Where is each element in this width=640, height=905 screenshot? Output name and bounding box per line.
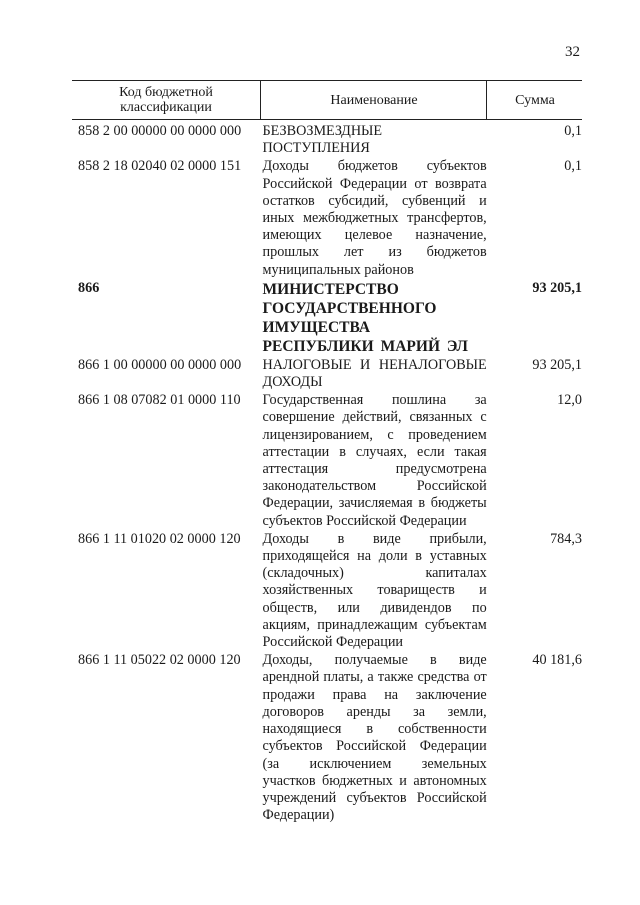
row-name: Доходы в виде прибыли, приходящейся на доли в уставных (складочных) капиталах хозяйственных товариществ и обществ, или дивидендов по акциям, принадлежащим субъектам Российской Федерации [262, 530, 487, 651]
table-row [72, 652, 582, 824]
table-row [72, 123, 582, 157]
row-sum: 0,1 [564, 158, 582, 175]
header-code: Код бюджетной классификации [119, 85, 213, 115]
row-sum: 93 205,1 [532, 356, 582, 373]
row-name: Государственная пошлина за совершение действий, связанных с лицензированием, с проведением аттестации в случаях, если такая аттестация предусмотрена законодательством Российской Федерации, зачисляемая в бюджеты субъектов Российской Федерации [262, 392, 487, 529]
row-name: Доходы, получаемые в виде арендной платы, а также средства от продажи права на заключение договоров аренды за земли, находящиеся в собственности субъектов Российской Федерации (за исключением земельных участков бюджетных и автономных учреждений субъектов Российской Федерации) [262, 652, 487, 824]
row-code: 866 1 11 01020 02 0000 120 [78, 530, 241, 547]
row-name: МИНИСТЕРСТВО ГОСУДАРСТВЕННОГО ИМУЩЕСТВА РЕСПУБЛИКИ МАРИЙ ЭЛ [262, 280, 468, 355]
header-name: Наименование [260, 81, 487, 119]
row-code: 858 2 18 02040 02 0000 151 [78, 158, 242, 175]
table-row [72, 158, 582, 278]
row-sum: 0,1 [564, 123, 582, 139]
row-code: 866 1 00 00000 00 0000 000 [78, 356, 242, 373]
page-number: 32 [565, 44, 580, 60]
row-code: 866 1 11 05022 02 0000 120 [78, 652, 241, 669]
table-row [72, 531, 582, 651]
row-code: 866 [78, 279, 100, 296]
table-row [72, 357, 582, 391]
row-name: Доходы бюджетов субъектов Российской Федерации от возврата остатков субсидий, субвенций и иных межбюджетных трансфертов, имеющих целевое назначение, прошлых лет из бюджетов муниципальных районов [262, 158, 487, 278]
row-name: БЕЗВОЗМЕЗДНЫЕ ПОСТУПЛЕНИЯ [262, 123, 383, 157]
row-code: 866 1 08 07082 01 0000 110 [78, 392, 241, 409]
budget-table-body [72, 123, 582, 825]
table-row-ministry [72, 280, 582, 356]
header-sum: Сумма [486, 81, 583, 119]
row-name: НАЛОГОВЫЕ И НЕНАЛОГОВЫЕ ДОХОДЫ [262, 356, 487, 391]
row-code: 858 2 00 00000 00 0000 000 [78, 123, 242, 139]
table-header [72, 80, 582, 120]
table-row [72, 392, 582, 530]
row-sum: 12,0 [557, 392, 582, 409]
row-sum: 784,3 [550, 530, 582, 547]
row-sum: 40 181,6 [532, 652, 582, 669]
row-sum: 93 205,1 [532, 279, 582, 296]
